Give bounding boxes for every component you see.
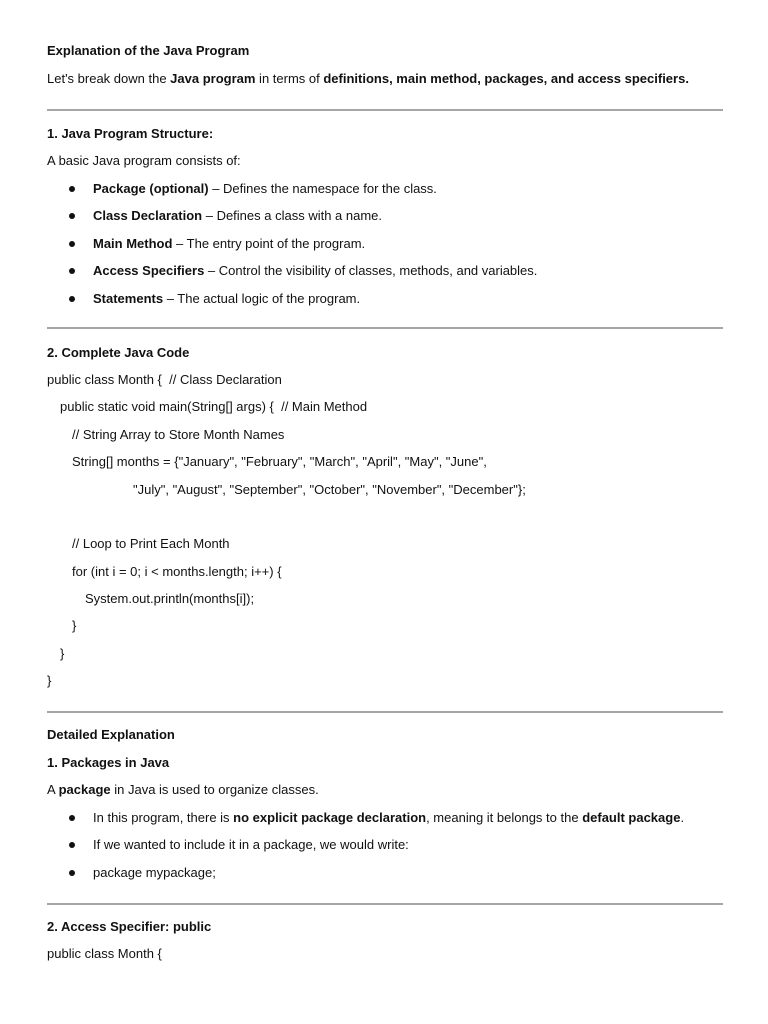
code-line: String[] months = {"January", "February", "March", "April", "May", "June", xyxy=(72,454,487,469)
intro-text: Let's break down the xyxy=(47,71,171,86)
intro-paragraph xyxy=(47,71,689,87)
list-item-desc: – Defines the namespace for the class. xyxy=(208,181,437,196)
code-line: public class Month { // Class Declaration xyxy=(47,372,282,387)
subsection-heading: 1. Packages in Java xyxy=(47,755,170,770)
code-line: for (int i = 0; i < months.length; i++) { xyxy=(72,564,282,579)
list-item-term: Class Declaration xyxy=(93,208,203,223)
bullet-icon xyxy=(69,870,75,876)
list-item-text: In this program, there is xyxy=(93,810,234,825)
section-heading: 2. Access Specifier: public xyxy=(47,919,212,934)
list-item-bold-text: no explicit package declaration xyxy=(233,810,427,825)
bullet-icon xyxy=(69,213,75,219)
code-line: System.out.println(months[i]); xyxy=(85,591,255,606)
horizontal-divider xyxy=(47,327,723,329)
horizontal-divider xyxy=(47,711,723,713)
lead-text: A xyxy=(47,782,59,797)
list-item xyxy=(93,208,382,224)
intro-text: in terms of xyxy=(255,71,324,86)
list-item xyxy=(93,263,537,279)
list-item xyxy=(93,291,360,307)
intro-bold-text: Java program xyxy=(170,71,256,86)
document-title: Explanation of the Java Program xyxy=(47,43,250,58)
bullet-icon xyxy=(69,268,75,274)
code-line: } xyxy=(60,646,65,661)
list-item xyxy=(93,810,684,826)
list-item-term: Main Method xyxy=(93,236,173,251)
list-item-desc: – Defines a class with a name. xyxy=(202,208,383,223)
list-item: If we wanted to include it in a package, we would write: xyxy=(93,837,409,852)
list-item xyxy=(93,181,437,197)
code-line: public class Month { xyxy=(47,946,162,961)
list-item xyxy=(93,236,365,252)
list-item-term: Access Specifiers xyxy=(93,263,205,278)
list-item-desc: – The entry point of the program. xyxy=(172,236,366,251)
code-line: public static void main(String[] args) { // Main Method xyxy=(60,399,368,414)
list-item-text: . xyxy=(680,810,685,825)
lead-bold-text: package xyxy=(58,782,111,797)
list-item-term: Statements xyxy=(93,291,164,306)
bullet-icon xyxy=(69,815,75,821)
list-item-term: Package (optional) xyxy=(93,181,209,196)
code-line: } xyxy=(72,618,77,633)
section-heading: Detailed Explanation xyxy=(47,727,175,742)
code-line: // Loop to Print Each Month xyxy=(72,536,230,551)
section-heading: 1. Java Program Structure: xyxy=(47,126,214,141)
lead-text: in Java is used to organize classes. xyxy=(110,782,319,797)
bullet-icon xyxy=(69,296,75,302)
bullet-icon xyxy=(69,186,75,192)
bullet-icon xyxy=(69,842,75,848)
list-item: package mypackage; xyxy=(93,865,216,880)
horizontal-divider xyxy=(47,903,723,905)
bullet-icon xyxy=(69,241,75,247)
section-lead: A basic Java program consists of: xyxy=(47,153,241,168)
list-item-text: , meaning it belongs to the xyxy=(426,810,583,825)
section-lead xyxy=(47,782,319,798)
code-line: "July", "August", "September", "October", "November", "December"}; xyxy=(133,482,526,497)
code-line: } xyxy=(47,673,52,688)
section-heading: 2. Complete Java Code xyxy=(47,345,190,360)
list-item-bold-text: default package xyxy=(582,810,681,825)
horizontal-divider xyxy=(47,109,723,111)
intro-bold-text: definitions, main method, packages, and access specifiers. xyxy=(323,71,689,86)
list-item-desc: – Control the visibility of classes, methods, and variables. xyxy=(204,263,538,278)
code-line: // String Array to Store Month Names xyxy=(72,427,285,442)
list-item-desc: – The actual logic of the program. xyxy=(163,291,361,306)
